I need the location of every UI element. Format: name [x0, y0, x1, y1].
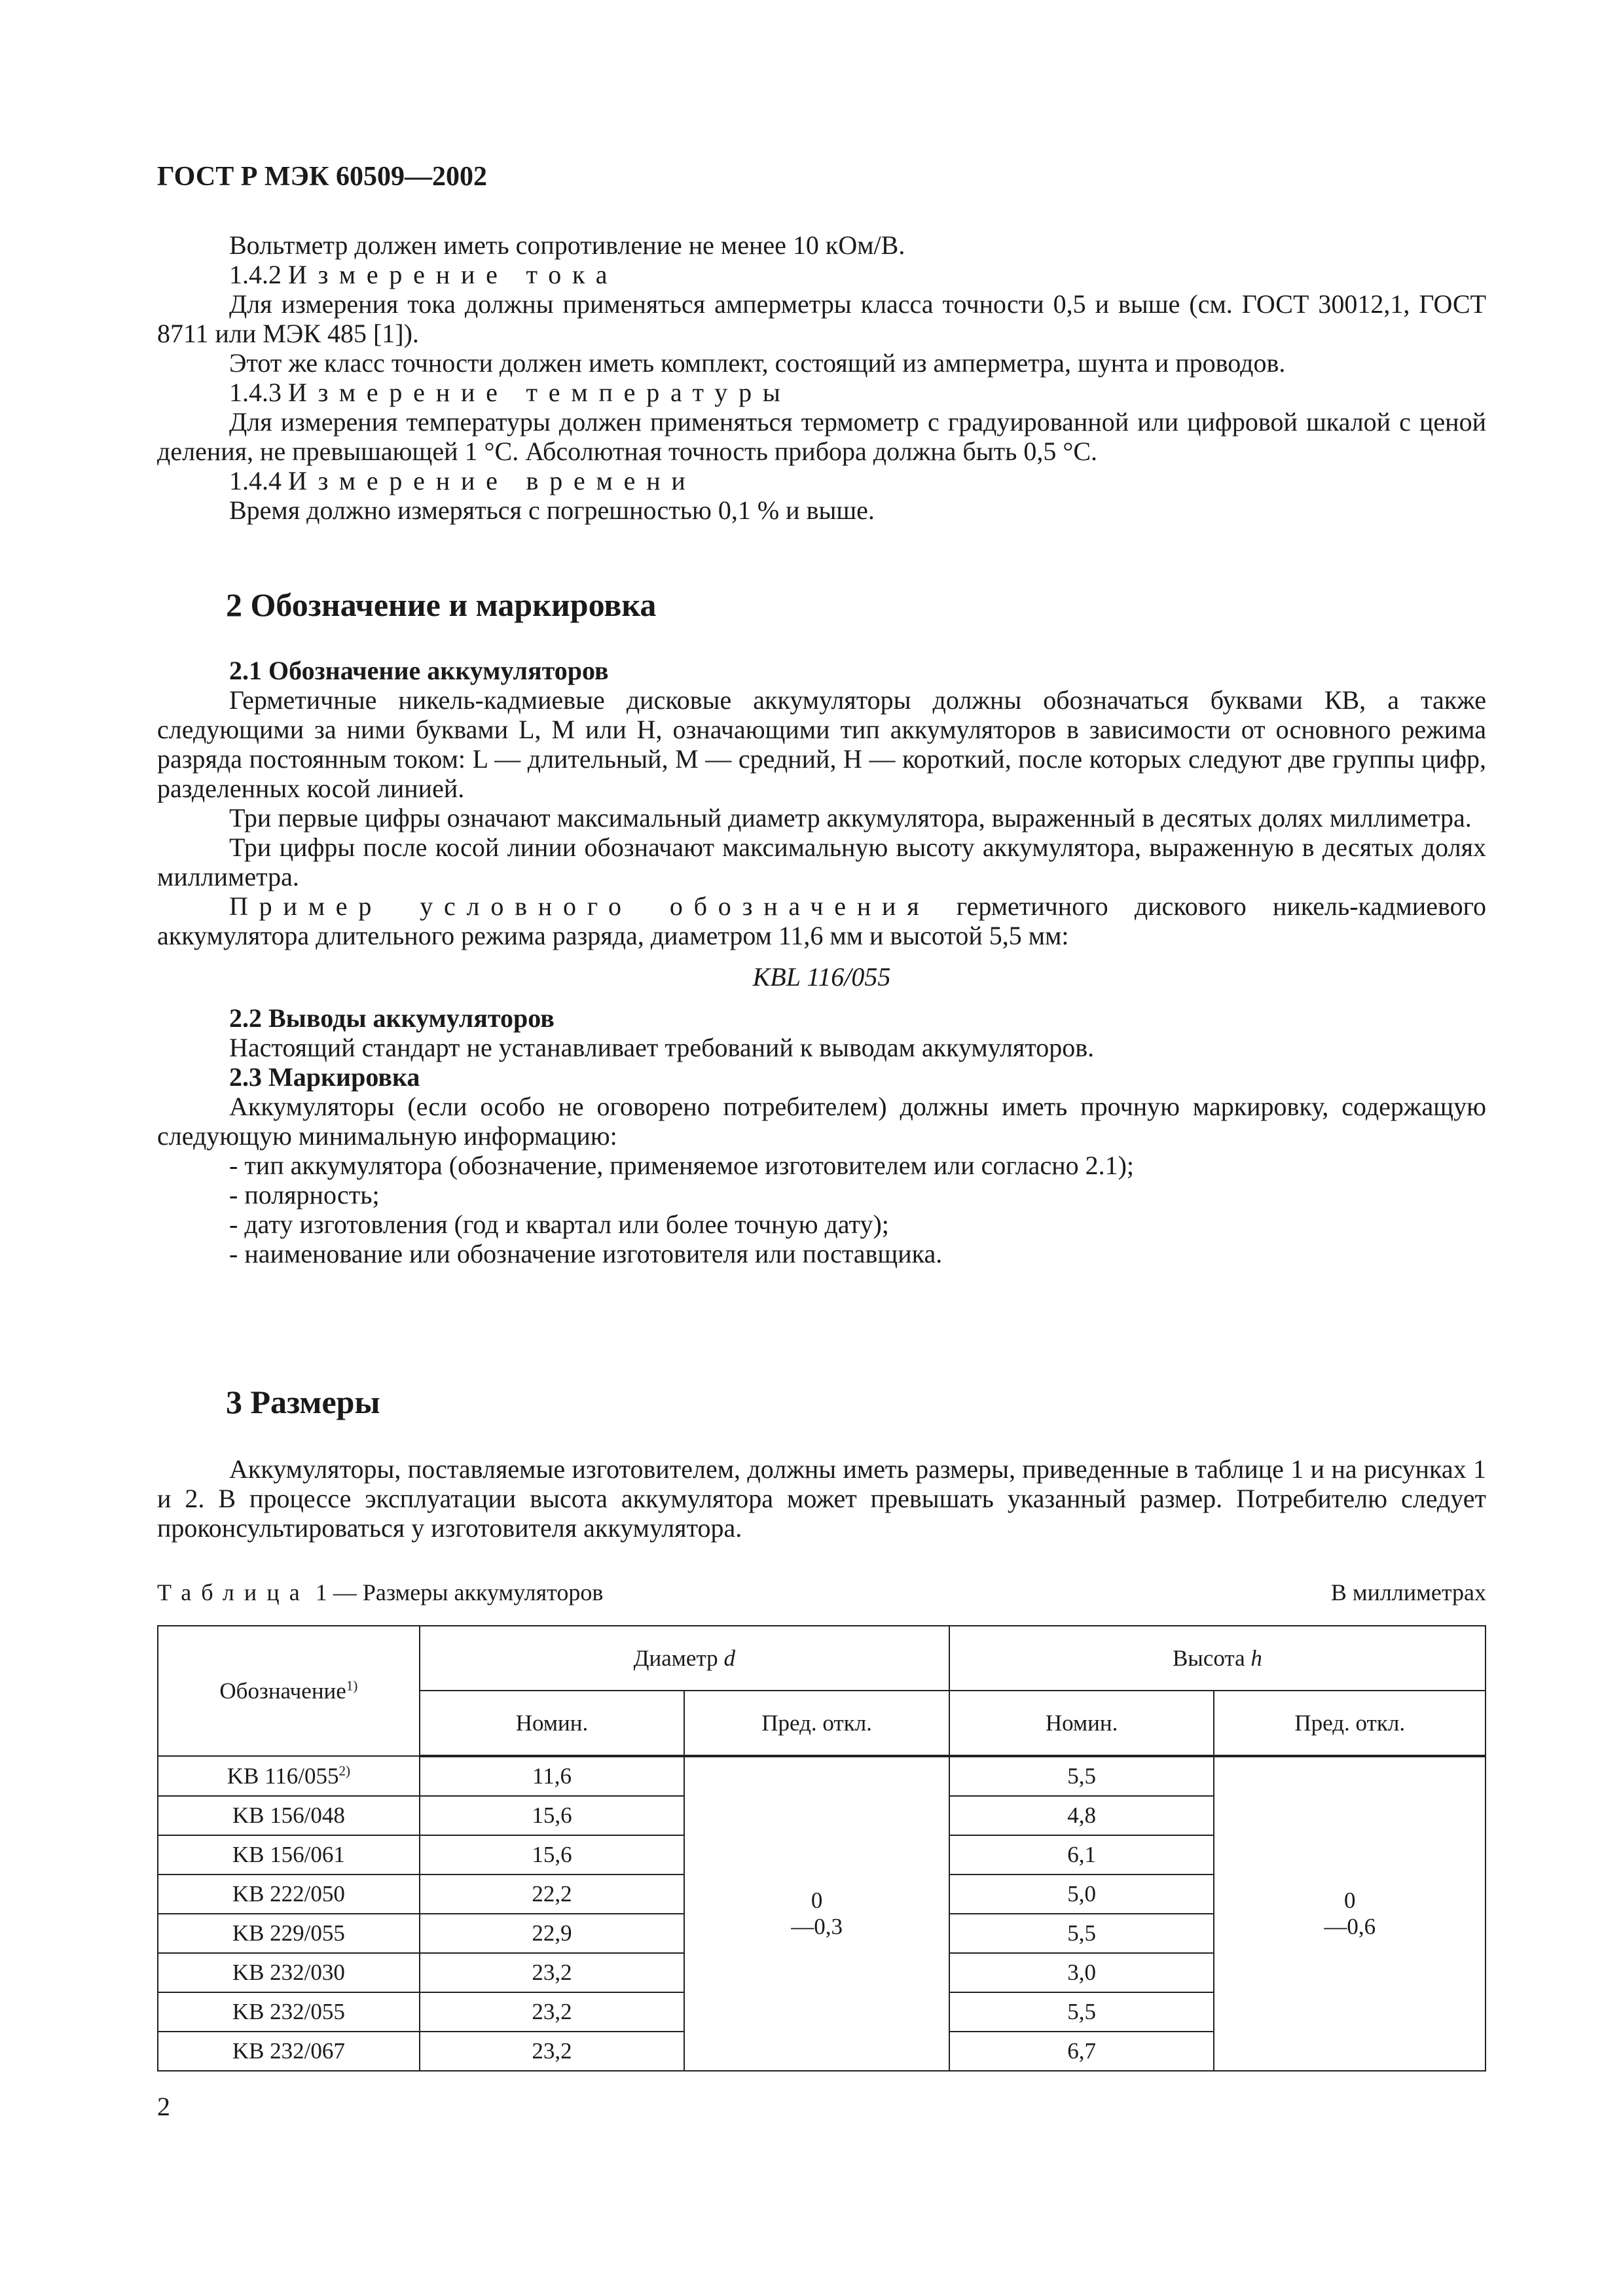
header-height: Высота h — [949, 1626, 1486, 1691]
cell-designation: KB 156/061 — [158, 1835, 420, 1874]
cell-designation: KB 156/048 — [158, 1796, 420, 1835]
section-2-body — [157, 656, 1486, 1268]
heading-2-2: 2.2 Выводы аккумуляторов — [229, 1003, 555, 1033]
section-3-body — [157, 1454, 1486, 1543]
cell-designation: KB 232/067 — [158, 2032, 420, 2071]
header-diameter: Диаметр d — [420, 1626, 949, 1691]
example-designation: KBL 116/055 — [752, 962, 891, 992]
list-item: - тип аккумулятора (обозначение, применяемое изготовителем или согласно 2.1); — [229, 1151, 1135, 1180]
cell-diameter: 23,2 — [420, 2032, 685, 2071]
cell-height: 6,7 — [949, 2032, 1214, 2071]
table-row — [158, 1756, 1486, 1796]
cell-designation: KB 116/055$^{2)}$ — [158, 1756, 420, 1796]
section-3-title: 3 Размеры — [226, 1384, 380, 1420]
current-paragraph-2: Этот же класс точности должен иметь комплект, состоящий из амперметра, шунта и проводов. — [229, 348, 1286, 378]
heading-2-1: 2.1 Обозначение аккумуляторов — [229, 656, 609, 685]
page-number: 2 — [157, 2092, 170, 2121]
dimensions-table — [157, 1625, 1486, 2072]
heading-2-3: 2.3 Маркировка — [229, 1062, 420, 1092]
cell-height: 5,0 — [949, 1874, 1214, 1914]
table-units: В миллиметрах — [1330, 1579, 1486, 1605]
voltmeter-text: Вольтметр должен иметь сопротивление не менее 10 кОм/В. — [229, 230, 905, 260]
paragraph-2-1-c: Три цифры после косой линии обозначают максимальную высоту аккумулятора, выраженную в десятых долях миллиметра. — [157, 833, 1486, 891]
cell-designation: KB 229/055 — [158, 1914, 420, 1953]
cell-diameter: 23,2 — [420, 1953, 685, 1992]
header-designation: Обозначение$^{1)}$ — [158, 1626, 420, 1756]
section-2-title: 2 Обозначение и маркировка — [226, 586, 657, 623]
current-paragraph-1: Для измерения тока должны применяться амперметры класса точности 0,5 и выше (см. ГОСТ 30012,1, ГОСТ 8711 или МЭК 485 [1]). — [157, 289, 1486, 348]
cell-diameter: 15,6 — [420, 1835, 685, 1874]
time-paragraph: Время должно измеряться с погрешностью 0,1 % и выше. — [229, 495, 875, 525]
cell-height: 5,5 — [949, 1756, 1214, 1796]
paragraph-2-1-b: Три первые цифры означают максимальный диаметр аккумулятора, выраженный в десятых долях миллиметра. — [229, 803, 1472, 833]
cell-diameter: 23,2 — [420, 1992, 685, 2032]
section-1-continuation — [157, 230, 1486, 525]
list-item: - наименование или обозначение изготовителя или поставщика. — [229, 1239, 943, 1268]
page-header: ГОСТ Р МЭК 60509—2002 — [157, 162, 487, 192]
cell-height-tolerance: 0 —0,6 — [1214, 1756, 1486, 2071]
cell-diameter: 11,6 — [420, 1756, 685, 1796]
list-item: - полярность; — [229, 1180, 380, 1210]
heading-1-4-3: 1.4.3 Измерение температуры — [229, 378, 792, 407]
cell-height: 5,5 — [949, 1914, 1214, 1953]
heading-1-4-4: 1.4.4 Измерение времени — [229, 466, 697, 495]
temperature-paragraph: Для измерения температуры должен применяться термометр с градуированной или цифровой шкалой с ценой деления, не превышающей 1 °С. Абсолютная точность прибора должна быть 0,5 °С. — [157, 407, 1486, 466]
paragraph-2-1-a: Герметичные никель-кадмиевые дисковые аккумуляторы должны обозначаться буквами КВ, а также следующими за ними буквами L, M или H, означающими тип аккумуляторов в зависимости от основного режима разряда постоянным током: L — длительный, M — средний, H — короткий, после которых следуют две группы цифр, разделенных косой линией. — [157, 685, 1486, 803]
cell-designation: KB 222/050 — [158, 1874, 420, 1914]
heading-1-4-2: 1.4.2 Измерение тока — [229, 260, 619, 289]
table-caption — [157, 1579, 1486, 1606]
cell-height: 5,5 — [949, 1992, 1214, 2032]
cell-height: 3,0 — [949, 1953, 1214, 1992]
header-height-tolerance: Пред. откл. — [1214, 1691, 1486, 1756]
cell-designation: KB 232/055 — [158, 1992, 420, 2032]
header-diameter-nominal: Номин. — [420, 1691, 685, 1756]
cell-diameter: 22,9 — [420, 1914, 685, 1953]
header-diameter-tolerance: Пред. откл. — [684, 1691, 949, 1756]
paragraph-3: Аккумуляторы, поставляемые изготовителем, должны иметь размеры, приведенные в таблице 1 и на рисунках 1 и 2. В процессе эксплуатации высота аккумулятора может превышать указанный размер. Потребителю следует проконсультироваться у изготовителя аккумулятора. — [157, 1454, 1486, 1543]
header-height-nominal: Номин. — [949, 1691, 1214, 1756]
paragraph-2-3: Аккумуляторы (если особо не оговорено потребителем) должны иметь прочную маркировку, содержащую следующую минимальную информацию: — [157, 1092, 1486, 1151]
example-paragraph: Пример условного обозначения герметичного дискового никель-кадмиевого аккумулятора длительного режима разряда, диаметром 11,6 мм и высотой 5,5 мм: — [157, 891, 1486, 950]
paragraph-2-2: Настоящий стандарт не устанавливает требований к выводам аккумуляторов. — [229, 1033, 1095, 1062]
cell-height: 6,1 — [949, 1835, 1214, 1874]
cell-height: 4,8 — [949, 1796, 1214, 1835]
cell-diameter-tolerance: 0 —0,3 — [684, 1756, 949, 2071]
table-caption-label: Таблица — [157, 1579, 310, 1605]
cell-designation: KB 232/030 — [158, 1953, 420, 1992]
cell-diameter: 22,2 — [420, 1874, 685, 1914]
list-item: - дату изготовления (год и квартал или более точную дату); — [229, 1210, 889, 1239]
table-caption-text: 1 — Размеры аккумуляторов — [309, 1579, 604, 1605]
cell-diameter: 15,6 — [420, 1796, 685, 1835]
